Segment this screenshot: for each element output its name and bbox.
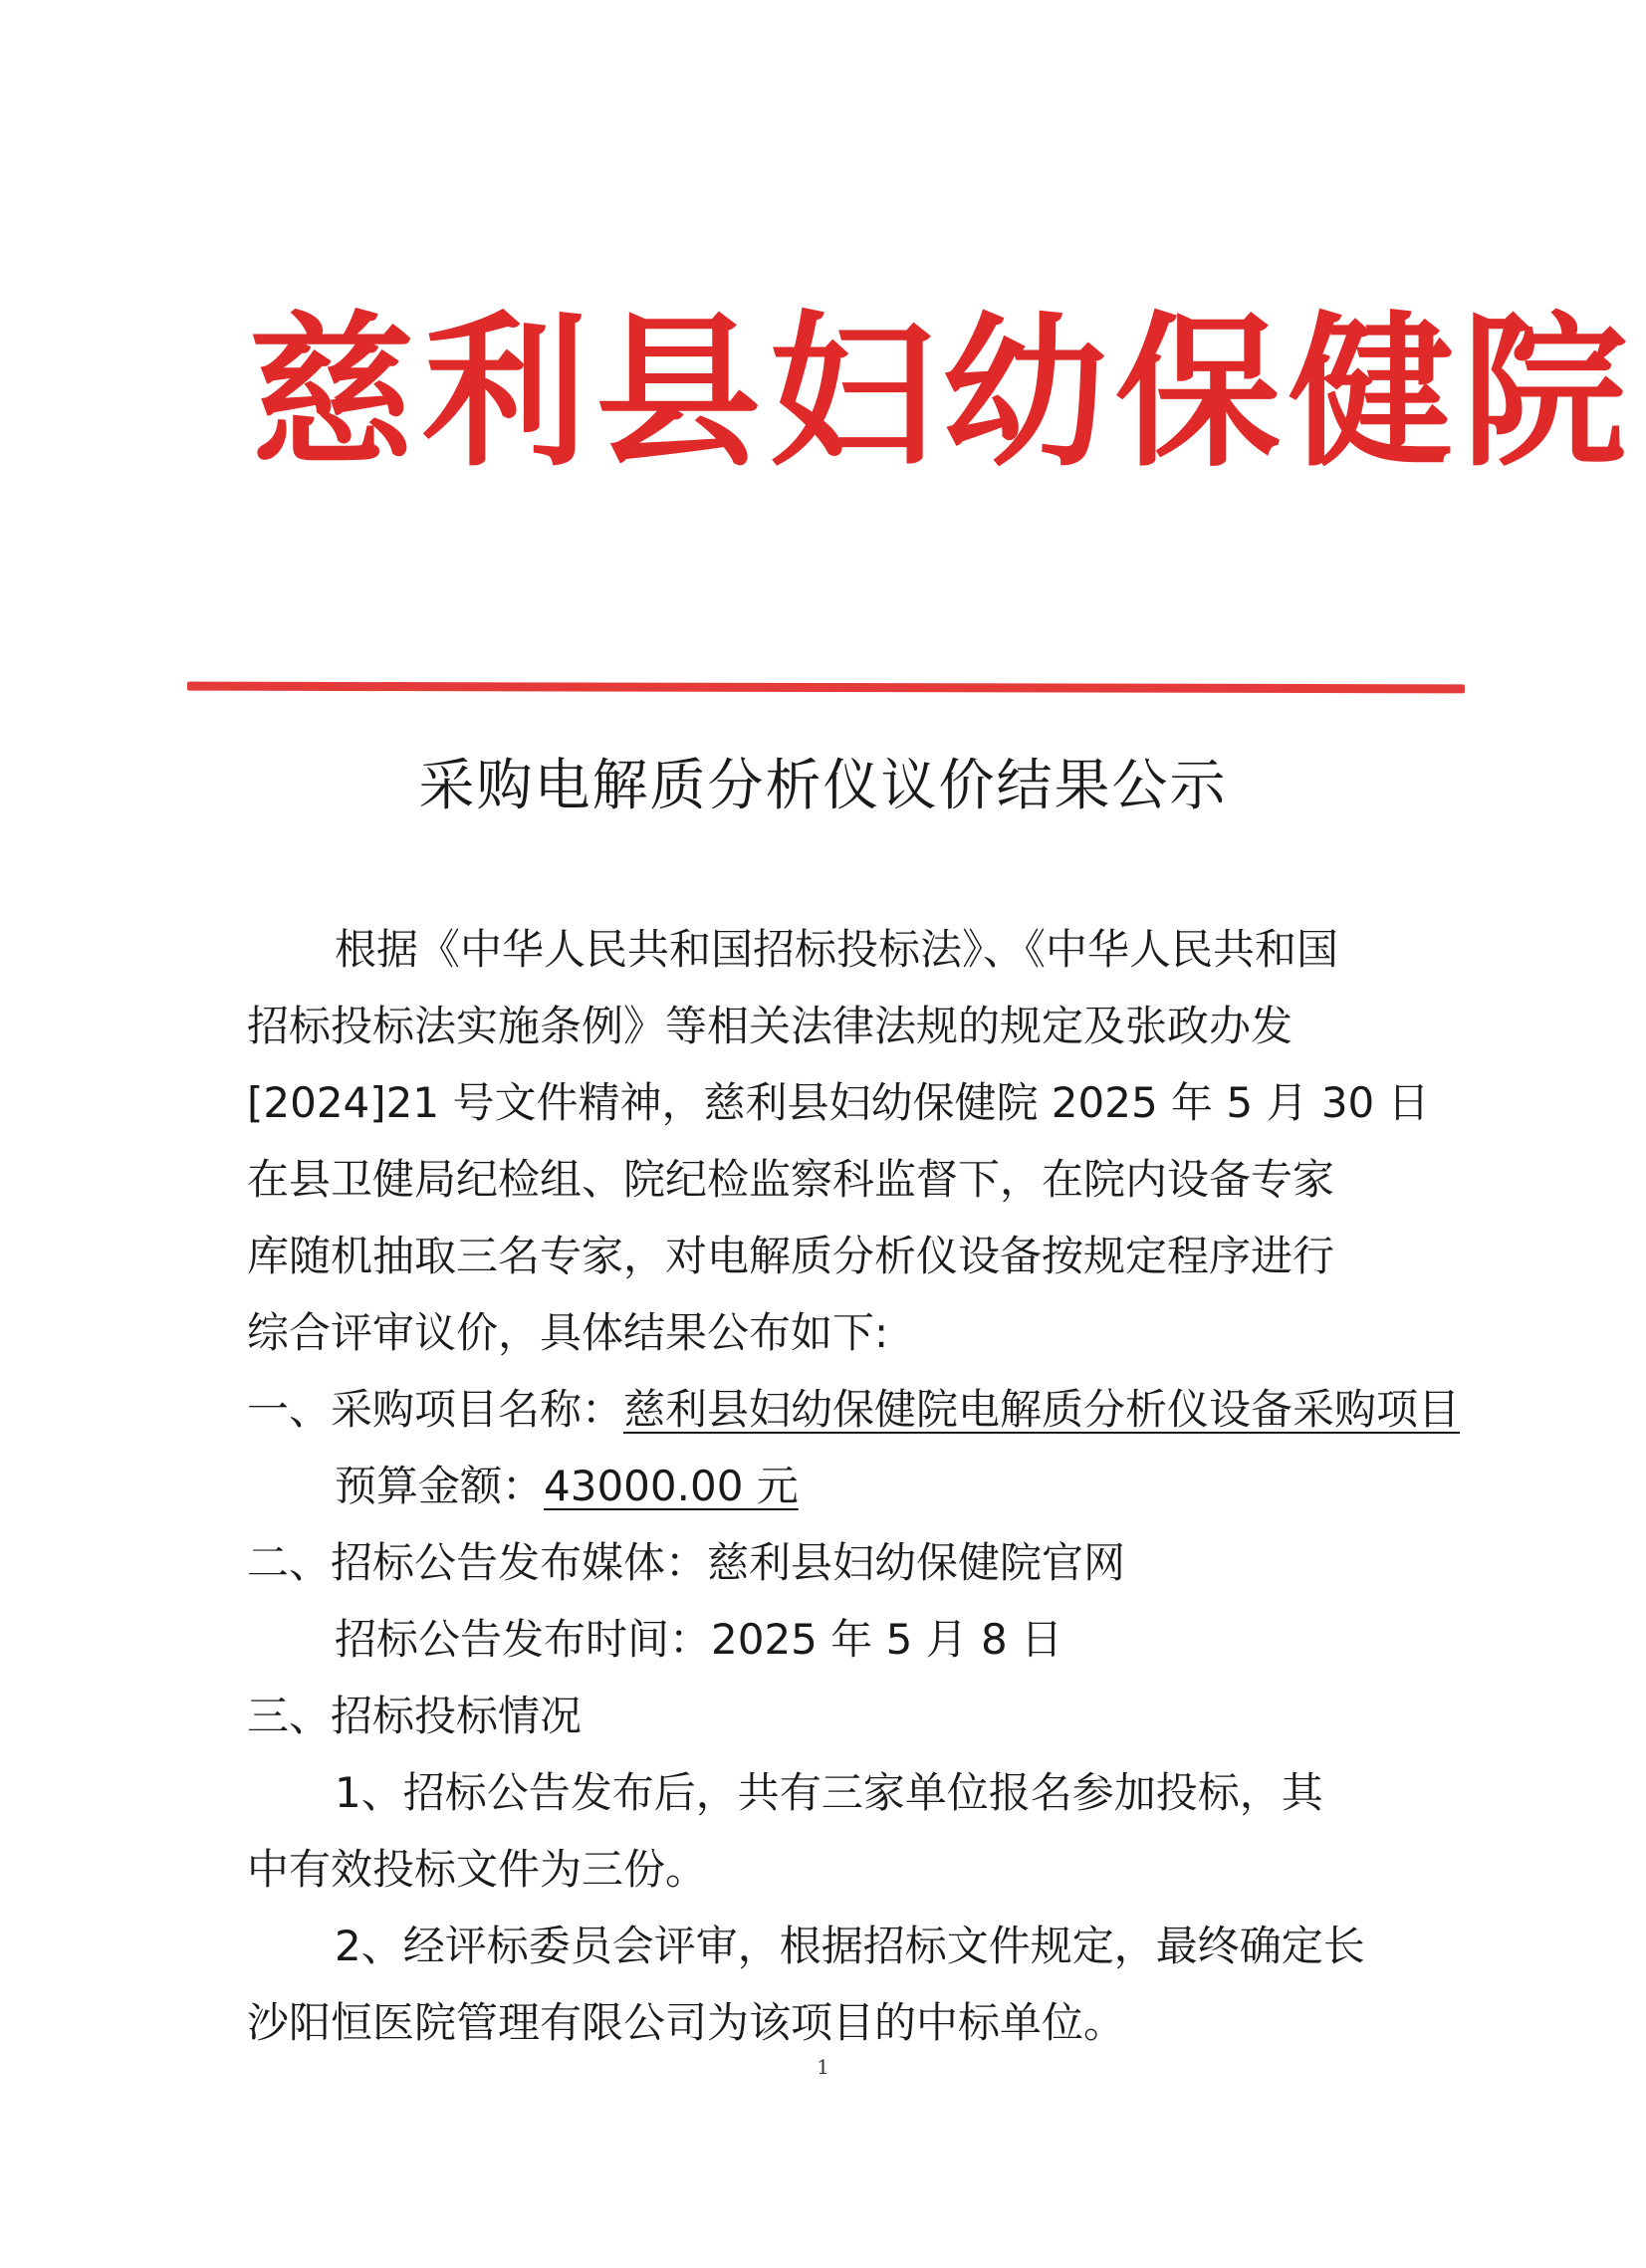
budget-label: 预算金额：: [335, 1462, 545, 1510]
page-number: 1: [817, 2055, 829, 2079]
section1-budget: [247, 1448, 1402, 1524]
section3-item1-line: 中有效投标文件为三份。: [247, 1845, 708, 1894]
budget-value: 43000.00 元: [544, 1462, 799, 1510]
paragraph1-line: 综合评审议价，具体结果公布如下:: [247, 1308, 889, 1357]
red-divider-line: [187, 682, 1465, 694]
section1-project-name: [247, 1371, 1461, 1448]
paragraph1-line: 根据《中华人民共和国招标投标法》、《中华人民共和国: [335, 925, 1339, 974]
paragraph1-line: [2024]21 号文件精神，慈利县妇幼保健院 2025 年 5 月 30 日: [247, 1078, 1430, 1127]
section3-item2-line: 2、经评标委员会评审，根据招标文件规定，最终确定长: [335, 1922, 1365, 1970]
paragraph1-line: 在县卫健局纪检组、院纪检监察科监督下，在院内设备专家: [247, 1155, 1335, 1204]
institution-masthead: 慈利县妇幼保健院: [249, 296, 1635, 490]
paragraph1-line: 招标投标法实施条例》等相关法律法规的规定及张政办发: [247, 1002, 1293, 1050]
paragraph1-line: 库随机抽取三名专家，对电解质分析仪设备按规定程序进行: [247, 1232, 1335, 1280]
section3-item2-line: 沙阳恒医院管理有限公司为该项目的中标单位。: [247, 1998, 1126, 2047]
section3-item1-line: 1、招标公告发布后，共有三家单位报名参加投标，其: [335, 1768, 1323, 1817]
section2-media: 二、招标公告发布媒体：慈利县妇幼保健院官网: [247, 1538, 1126, 1587]
project-name-value: 慈利县妇幼保健院电解质分析仪设备采购项目: [623, 1385, 1461, 1434]
section3-heading: 三、招标投标情况: [247, 1692, 583, 1740]
document-title: 采购电解质分析仪议价结果公示: [418, 754, 1228, 818]
document-body: [247, 911, 1461, 2061]
section2-time: 招标公告发布时间：2025 年 5 月 8 日: [335, 1615, 1063, 1664]
section1-label: 一、采购项目名称：: [247, 1385, 624, 1434]
